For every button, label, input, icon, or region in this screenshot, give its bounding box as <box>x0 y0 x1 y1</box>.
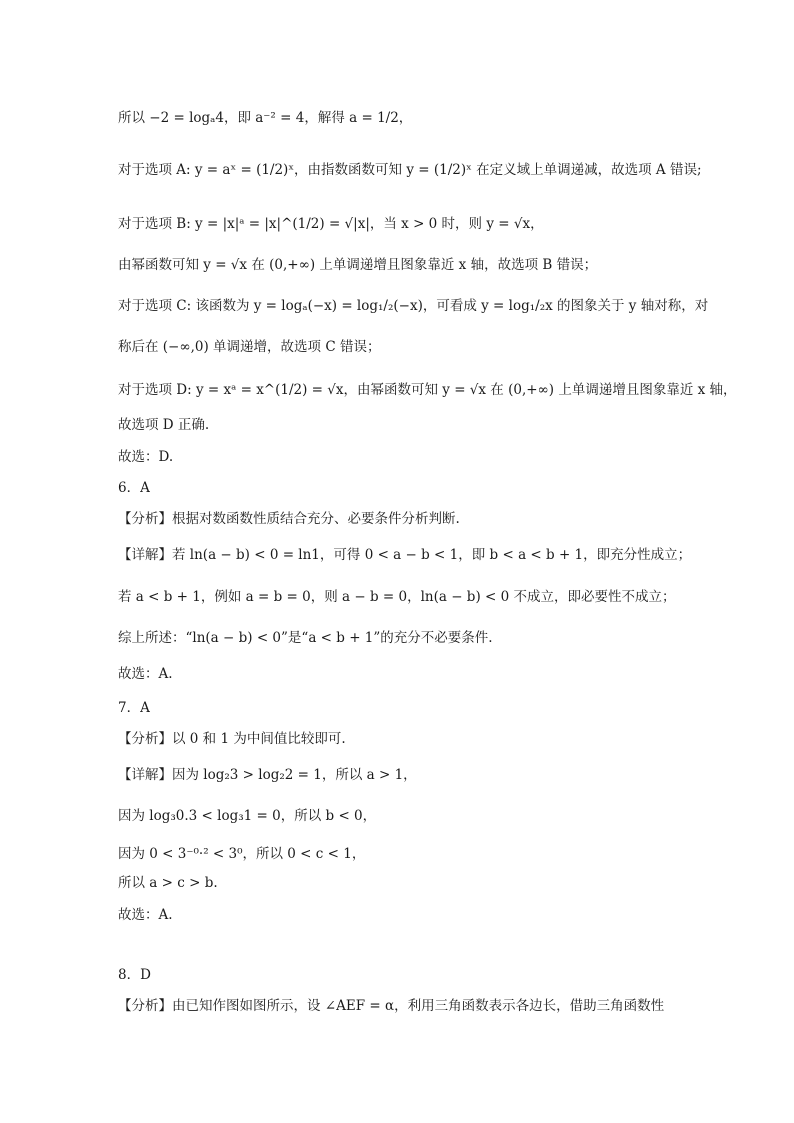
text-line: 因为 0 < 3⁻⁰·² < 3⁰，所以 0 < c < 1， <box>118 846 366 862</box>
text-line: 由幂函数可知 y = √x 在 (0,+∞) 上单调递增且图象靠近 x 轴，故选项 B 错误； <box>118 257 598 273</box>
text-line: 所以 a > c > b. <box>118 875 218 891</box>
text-line: 综上所述：“ln(a − b) < 0”是“a < b + 1”的充分不必要条件. <box>118 630 493 646</box>
text-line: 故选项 D 正确. <box>118 417 210 433</box>
text-line: 故选：A. <box>118 907 173 923</box>
analysis-line: 【分析】根据对数函数性质结合充分、必要条件分析判断. <box>118 511 460 527</box>
text-line: 故选：A. <box>118 666 173 682</box>
solution-line: 【详解】若 ln(a − b) < 0 = ln1，可得 0 < a − b < 1，即 b < a < b + 1，即充分性成立； <box>118 547 692 563</box>
solution-line: 【详解】因为 log₂3 > log₂2 = 1，所以 a > 1， <box>118 767 417 783</box>
text-line: 对于选项 D: y = xᵃ = x^(1/2) = √x，由幂函数可知 y = √x 在 (0,+∞) 上单调递增且图象靠近 x 轴， <box>118 382 737 398</box>
text-line: 对于选项 C: 该函数为 y = logₐ(−x) = log₁/₂(−x)，可看成 y = log₁/₂x 的图象关于 y 轴对称，对 <box>118 298 709 314</box>
text-line: 因为 log₃0.3 < log₃1 = 0，所以 b < 0， <box>118 808 377 824</box>
question-number: 8．D <box>118 967 151 983</box>
analysis-line: 【分析】由已知作图如图所示，设 ∠AEF = α，利用三角函数表示各边长，借助三角函数性 <box>118 998 665 1014</box>
analysis-line: 【分析】以 0 和 1 为中间值比较即可. <box>118 731 346 747</box>
text-line: 称后在 (−∞,0) 单调递增，故选项 C 错误； <box>118 339 381 355</box>
question-number: 6．A <box>118 480 150 496</box>
question-number: 7．A <box>118 700 150 716</box>
text-line: 对于选项 B: y = |x|ᵃ = |x|^(1/2) = √|x|，当 x > 0 时，则 y = √x， <box>118 216 544 232</box>
text-line: 若 a < b + 1，例如 a = b = 0，则 a − b = 0，ln(a − b) < 0 不成立，即必要性不成立； <box>118 589 676 605</box>
text-line: 所以 −2 = logₐ4，即 a⁻² = 4，解得 a = 1/2， <box>118 110 413 126</box>
text-line: 故选：D. <box>118 449 174 465</box>
text-line: 对于选项 A: y = aˣ = (1/2)ˣ，由指数函数可知 y = (1/2)ˣ 在定义域上单调递减，故选项 A 错误; <box>118 162 702 178</box>
